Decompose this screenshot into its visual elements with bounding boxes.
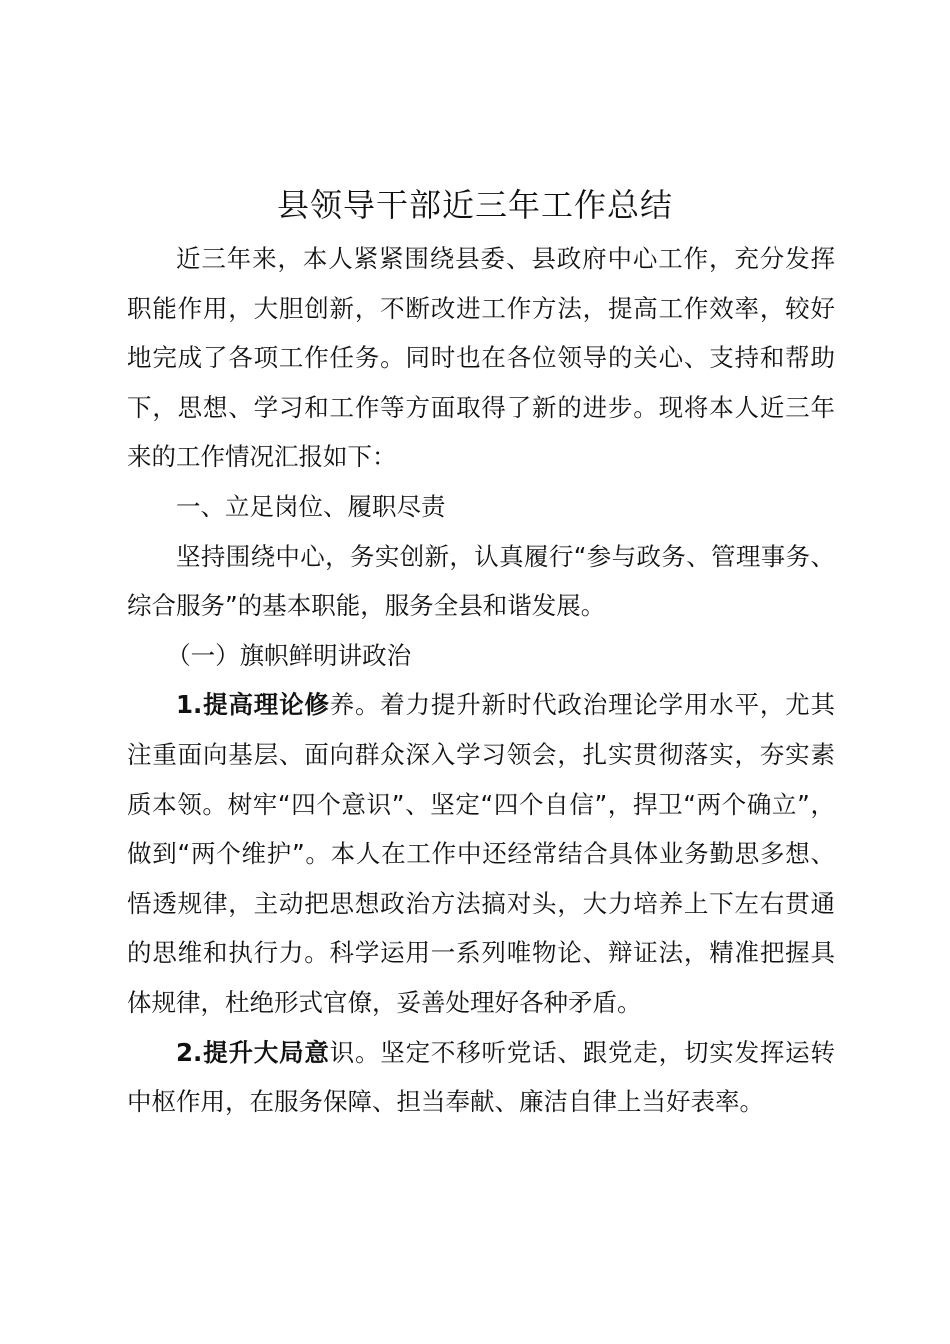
item-lead: 2.提升大局意 <box>176 1037 330 1067</box>
section-paragraph: 坚持围绕中心，务实创新，认真履行“参与政务、管理事务、综合服务”的基本职能，服务全县和谐发展。 <box>127 541 835 621</box>
item-text: 养。着力提升新时代政治理论学用水平，尤其注重面向基层、面向群众深入学习领会，扎实贯彻落实，夯实素质本领。树牢“四个意识”、坚定“四个自信”，捍卫“两个确立”，做到“两个维护”。本人在工作中还经常结合具体业务勤思多想、悟透规律，主动把思想政治方法搞对头，大力培养上下左右贯通的思维和执行力。科学运用一系列唯物论、辩证法，精准把握具体规律，杜绝形式官僚，妥善处理好各种矛盾。 <box>127 690 835 1017</box>
subsection-heading: （一）旗帜鲜明讲政治 <box>166 640 412 670</box>
item-text: 识。坚定不移听党话、跟党走，切实发挥运转中枢作用，在服务保障、担当奉献、廉洁自律上当好表率。 <box>127 1037 835 1117</box>
list-item <box>127 680 835 1027</box>
item-lead: 1.提高理论修 <box>176 690 330 720</box>
document-title: 县领导干部近三年工作总结 <box>276 186 673 224</box>
intro-paragraph: 近三年来，本人紧紧围绕县委、县政府中心工作，充分发挥职能作用，大胆创新，不断改进工作方法，提高工作效率，较好地完成了各项工作任务。同时也在各位领导的关心、支持和帮助下，思想、学习和工作等方面取得了新的进步。现将本人近三年来的工作情况汇报如下： <box>127 244 835 472</box>
list-item <box>127 1028 835 1127</box>
document-body <box>127 234 835 1127</box>
section-heading: 一、立足岗位、履职尽责 <box>176 491 446 521</box>
